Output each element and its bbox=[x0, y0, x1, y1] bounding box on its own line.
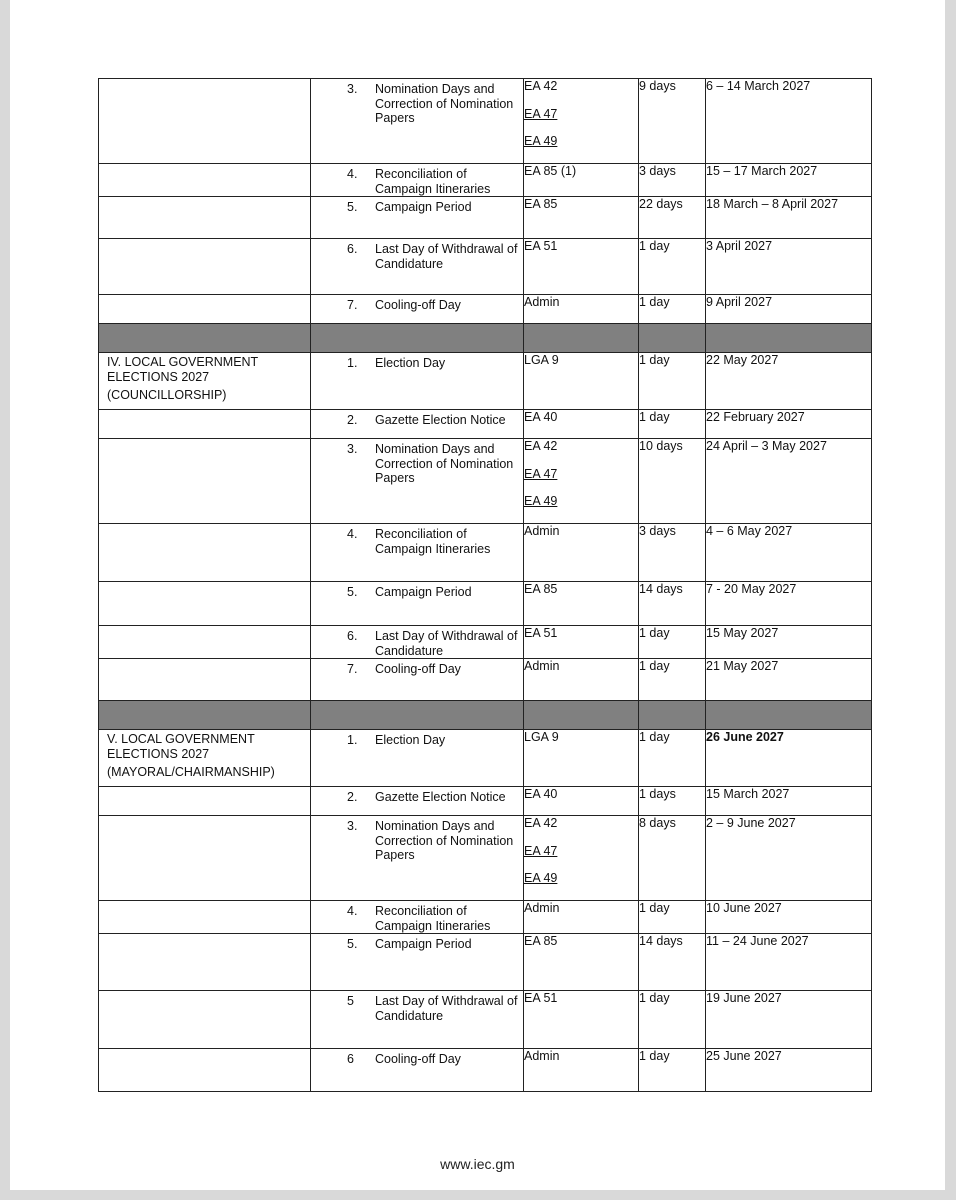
activity-cell bbox=[311, 582, 524, 626]
duration-cell: 1 day bbox=[639, 659, 706, 701]
section-label-cell bbox=[99, 439, 311, 524]
item-number: 4. bbox=[347, 167, 358, 181]
date-cell: 15 May 2027 bbox=[706, 626, 872, 659]
duration-cell: 1 day bbox=[639, 410, 706, 439]
activity-text: Cooling-off Day bbox=[375, 662, 461, 676]
section-label-cell bbox=[99, 197, 311, 239]
section-label-cell bbox=[99, 626, 311, 659]
activity-cell bbox=[311, 410, 524, 439]
duration-cell: 1 day bbox=[639, 901, 706, 934]
legal-reference: EA 85 bbox=[524, 197, 558, 211]
table-row bbox=[99, 524, 872, 582]
legal-reference: EA 49 bbox=[524, 134, 558, 148]
duration-cell: 1 day bbox=[639, 730, 706, 787]
date-cell: 19 June 2027 bbox=[706, 991, 872, 1049]
section-label-cell bbox=[99, 787, 311, 816]
table-row bbox=[99, 295, 872, 324]
table-row bbox=[99, 816, 872, 901]
duration-cell: 1 day bbox=[639, 626, 706, 659]
legal-reference: EA 85 bbox=[524, 582, 558, 596]
date-cell: 4 – 6 May 2027 bbox=[706, 524, 872, 582]
activity-text: Cooling-off Day bbox=[375, 1052, 461, 1066]
activity-text: Campaign Period bbox=[375, 200, 472, 214]
legal-reference-cell bbox=[524, 901, 639, 934]
section-label-cell bbox=[99, 582, 311, 626]
section-label-cell bbox=[99, 164, 311, 197]
legal-reference: EA 85 bbox=[524, 934, 558, 948]
activity-text: Last Day of Withdrawal of Candidature bbox=[375, 629, 518, 658]
legal-reference-cell bbox=[524, 239, 639, 295]
divider-cell bbox=[311, 324, 524, 353]
activity-text: Reconciliation of Campaign Itineraries bbox=[375, 527, 491, 556]
legal-reference: EA 42 bbox=[524, 79, 558, 93]
duration-cell: 1 day bbox=[639, 239, 706, 295]
activity-text: Nomination Days and Correction of Nomination Papers bbox=[375, 442, 514, 485]
divider-cell bbox=[706, 701, 872, 730]
legal-reference: LGA 9 bbox=[524, 730, 559, 744]
duration-cell: 14 days bbox=[639, 934, 706, 991]
date-cell: 3 April 2027 bbox=[706, 239, 872, 295]
date-cell: 15 March 2027 bbox=[706, 787, 872, 816]
duration-cell: 1 day bbox=[639, 295, 706, 324]
legal-reference-cell bbox=[524, 439, 639, 524]
date-cell: 15 – 17 March 2027 bbox=[706, 164, 872, 197]
activity-cell bbox=[311, 659, 524, 701]
activity-cell bbox=[311, 295, 524, 324]
legal-reference-cell bbox=[524, 582, 639, 626]
activity-cell bbox=[311, 901, 524, 934]
legal-reference: EA 49 bbox=[524, 871, 558, 885]
footer-website: www.iec.gm bbox=[440, 1156, 515, 1172]
table-row bbox=[99, 582, 872, 626]
table-row bbox=[99, 934, 872, 991]
divider-cell bbox=[99, 701, 311, 730]
divider-cell bbox=[706, 324, 872, 353]
item-number: 1. bbox=[347, 733, 358, 747]
section-label-cell bbox=[99, 991, 311, 1049]
table-row bbox=[99, 239, 872, 295]
activity-text: Nomination Days and Correction of Nomination Papers bbox=[375, 819, 514, 862]
activity-cell bbox=[311, 353, 524, 410]
legal-reference: Admin bbox=[524, 659, 560, 673]
duration-cell: 10 days bbox=[639, 439, 706, 524]
date-cell: 26 June 2027 bbox=[706, 730, 872, 787]
duration-cell: 8 days bbox=[639, 816, 706, 901]
legal-reference: Admin bbox=[524, 524, 560, 538]
divider-cell bbox=[639, 701, 706, 730]
table-row bbox=[99, 901, 872, 934]
legal-reference-cell bbox=[524, 164, 639, 197]
duration-cell: 1 day bbox=[639, 991, 706, 1049]
activity-text: Reconciliation of Campaign Itineraries bbox=[375, 167, 491, 196]
date-cell: 25 June 2027 bbox=[706, 1049, 872, 1092]
item-number: 3. bbox=[347, 442, 358, 456]
legal-reference: EA 42 bbox=[524, 439, 558, 453]
table-row bbox=[99, 197, 872, 239]
table-row bbox=[99, 439, 872, 524]
section-label-cell bbox=[99, 901, 311, 934]
legal-reference: EA 47 bbox=[524, 106, 558, 121]
item-number: 7. bbox=[347, 298, 358, 312]
table-row bbox=[99, 164, 872, 197]
item-number: 7. bbox=[347, 662, 358, 676]
activity-text: Gazette Election Notice bbox=[375, 790, 506, 804]
activity-cell bbox=[311, 164, 524, 197]
activity-cell bbox=[311, 197, 524, 239]
table-row bbox=[99, 991, 872, 1049]
legal-reference-cell bbox=[524, 730, 639, 787]
duration-cell: 1 days bbox=[639, 787, 706, 816]
item-number: 5. bbox=[347, 585, 358, 599]
legal-reference-cell bbox=[524, 1049, 639, 1092]
duration-cell: 1 day bbox=[639, 353, 706, 410]
section-label-cell bbox=[99, 659, 311, 701]
legal-reference: Admin bbox=[524, 1049, 560, 1063]
date-cell: 10 June 2027 bbox=[706, 901, 872, 934]
table-row bbox=[99, 626, 872, 659]
item-number: 6 bbox=[347, 1052, 354, 1066]
section-label-cell bbox=[99, 295, 311, 324]
date-cell: 2 – 9 June 2027 bbox=[706, 816, 872, 901]
activity-cell bbox=[311, 934, 524, 991]
activity-text: Last Day of Withdrawal of Candidature bbox=[375, 242, 518, 271]
section-divider bbox=[99, 701, 872, 730]
table-row bbox=[99, 410, 872, 439]
activity-cell bbox=[311, 79, 524, 164]
legal-reference-cell bbox=[524, 295, 639, 324]
legal-reference: EA 85 (1) bbox=[524, 164, 577, 178]
table-row bbox=[99, 730, 872, 787]
divider-cell bbox=[639, 324, 706, 353]
date-cell: 21 May 2027 bbox=[706, 659, 872, 701]
item-number: 5. bbox=[347, 200, 358, 214]
section-label-cell bbox=[99, 524, 311, 582]
activity-cell bbox=[311, 1049, 524, 1092]
item-number: 5 bbox=[347, 994, 354, 1008]
legal-reference: EA 40 bbox=[524, 787, 558, 801]
section-label-cell bbox=[99, 79, 311, 164]
legal-reference-cell bbox=[524, 197, 639, 239]
activity-cell bbox=[311, 991, 524, 1049]
table-row bbox=[99, 353, 872, 410]
section-label-cell bbox=[99, 410, 311, 439]
item-number: 4. bbox=[347, 904, 358, 918]
legal-reference: EA 47 bbox=[524, 466, 558, 481]
legal-reference: EA 42 bbox=[524, 816, 558, 830]
activity-text: Election Day bbox=[375, 356, 446, 370]
activity-text: Campaign Period bbox=[375, 937, 472, 951]
divider-cell bbox=[99, 324, 311, 353]
duration-cell: 14 days bbox=[639, 582, 706, 626]
legal-reference-cell bbox=[524, 659, 639, 701]
date-cell: 22 February 2027 bbox=[706, 410, 872, 439]
legal-reference-cell bbox=[524, 934, 639, 991]
legal-reference: EA 49 bbox=[524, 494, 558, 508]
duration-cell: 1 day bbox=[639, 1049, 706, 1092]
election-timetable bbox=[98, 78, 872, 1092]
legal-reference: EA 51 bbox=[524, 239, 558, 253]
activity-text: Campaign Period bbox=[375, 585, 472, 599]
date-cell: 22 May 2027 bbox=[706, 353, 872, 410]
legal-reference: Admin bbox=[524, 295, 560, 309]
activity-cell bbox=[311, 730, 524, 787]
section-divider bbox=[99, 324, 872, 353]
legal-reference-cell bbox=[524, 79, 639, 164]
item-number: 3. bbox=[347, 82, 358, 96]
legal-reference: EA 40 bbox=[524, 410, 558, 424]
activity-text: Last Day of Withdrawal of Candidature bbox=[375, 994, 518, 1023]
legal-reference: LGA 9 bbox=[524, 353, 559, 367]
section-label-cell bbox=[99, 353, 311, 410]
duration-cell: 22 days bbox=[639, 197, 706, 239]
divider-cell bbox=[524, 324, 639, 353]
date-cell: 7 - 20 May 2027 bbox=[706, 582, 872, 626]
legal-reference-cell bbox=[524, 816, 639, 901]
legal-reference: Admin bbox=[524, 901, 560, 915]
section-subtitle: (MAYORAL/CHAIRMANSHIP) bbox=[107, 765, 275, 779]
activity-text: Reconciliation of Campaign Itineraries bbox=[375, 904, 491, 933]
item-number: 6. bbox=[347, 242, 358, 256]
legal-reference-cell bbox=[524, 353, 639, 410]
activity-text: Gazette Election Notice bbox=[375, 413, 506, 427]
section-label-cell bbox=[99, 239, 311, 295]
item-number: 2. bbox=[347, 413, 358, 427]
activity-text: Nomination Days and Correction of Nomination Papers bbox=[375, 82, 514, 125]
duration-cell: 3 days bbox=[639, 164, 706, 197]
section-title: IV. LOCAL GOVERNMENT ELECTIONS 2027 bbox=[107, 355, 258, 384]
legal-reference-cell bbox=[524, 787, 639, 816]
duration-cell: 3 days bbox=[639, 524, 706, 582]
date-cell: 24 April – 3 May 2027 bbox=[706, 439, 872, 524]
item-number: 4. bbox=[347, 527, 358, 541]
activity-text: Cooling-off Day bbox=[375, 298, 461, 312]
activity-cell bbox=[311, 626, 524, 659]
table-row bbox=[99, 79, 872, 164]
activity-text: Election Day bbox=[375, 733, 446, 747]
section-subtitle: (COUNCILLORSHIP) bbox=[107, 388, 227, 402]
table-row bbox=[99, 787, 872, 816]
item-number: 2. bbox=[347, 790, 358, 804]
duration-cell: 9 days bbox=[639, 79, 706, 164]
legal-reference: EA 51 bbox=[524, 626, 558, 640]
section-label-cell bbox=[99, 816, 311, 901]
section-label-cell bbox=[99, 1049, 311, 1092]
item-number: 1. bbox=[347, 356, 358, 370]
legal-reference-cell bbox=[524, 524, 639, 582]
activity-cell bbox=[311, 239, 524, 295]
activity-cell bbox=[311, 787, 524, 816]
date-cell: 18 March – 8 April 2027 bbox=[706, 197, 872, 239]
divider-cell bbox=[524, 701, 639, 730]
legal-reference-cell bbox=[524, 410, 639, 439]
item-number: 5. bbox=[347, 937, 358, 951]
date-cell: 11 – 24 June 2027 bbox=[706, 934, 872, 991]
legal-reference-cell bbox=[524, 991, 639, 1049]
legal-reference-cell bbox=[524, 626, 639, 659]
section-label-cell bbox=[99, 730, 311, 787]
section-title: V. LOCAL GOVERNMENT ELECTIONS 2027 bbox=[107, 732, 255, 761]
legal-reference: EA 51 bbox=[524, 991, 558, 1005]
item-number: 3. bbox=[347, 819, 358, 833]
table-row bbox=[99, 659, 872, 701]
activity-cell bbox=[311, 439, 524, 524]
item-number: 6. bbox=[347, 629, 358, 643]
date-cell: 9 April 2027 bbox=[706, 295, 872, 324]
activity-cell bbox=[311, 816, 524, 901]
divider-cell bbox=[311, 701, 524, 730]
section-label-cell bbox=[99, 934, 311, 991]
legal-reference: EA 47 bbox=[524, 843, 558, 858]
activity-cell bbox=[311, 524, 524, 582]
date-cell: 6 – 14 March 2027 bbox=[706, 79, 872, 164]
table-row bbox=[99, 1049, 872, 1092]
